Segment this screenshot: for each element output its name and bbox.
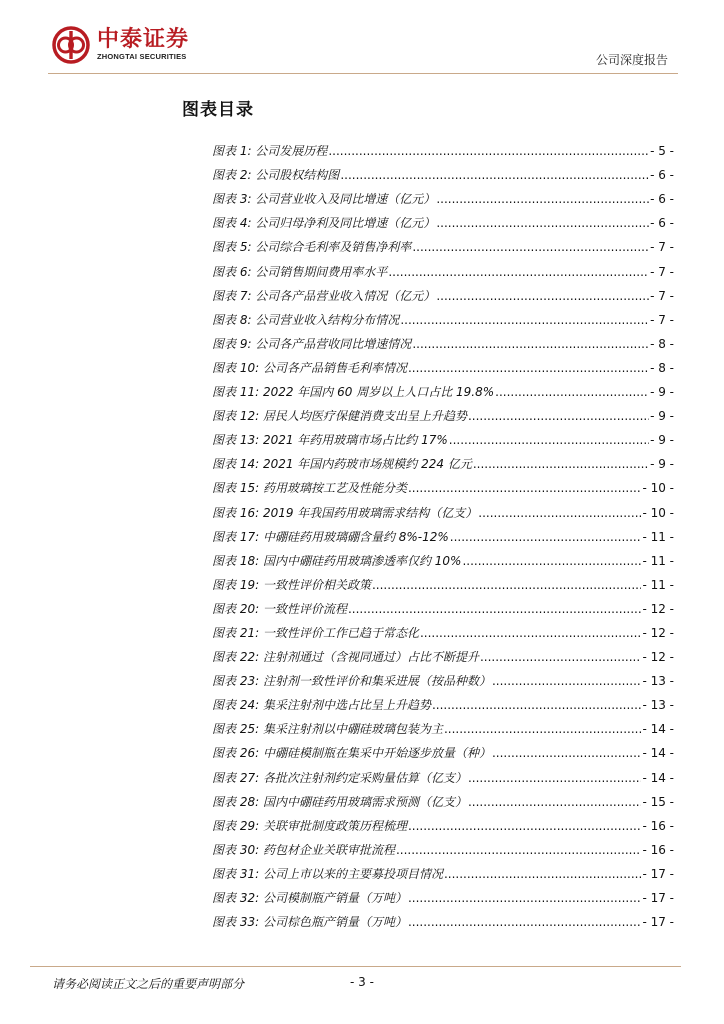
toc-entry-page: - 17 - bbox=[642, 915, 674, 930]
page-number: - 3 - bbox=[350, 975, 374, 989]
toc-dot-leader bbox=[396, 843, 641, 857]
toc-entry-label: 图表 7: 公司各产品营业收入情况（亿元） bbox=[212, 288, 436, 303]
footer-disclaimer: 请务必阅读正文之后的重要声明部分 bbox=[52, 977, 245, 991]
toc-title: 图表目录 bbox=[182, 100, 254, 120]
toc-entry-label: 图表 5: 公司综合毛利率及销售净利率 bbox=[212, 240, 412, 255]
toc-entry-label: 图表 20: 一致性评价流程 bbox=[212, 601, 347, 616]
toc-entry[interactable] bbox=[212, 760, 674, 784]
toc-entry[interactable] bbox=[212, 809, 674, 833]
toc-entry-label: 图表 23: 注射剂一致性评价和集采进展（按品种数） bbox=[212, 674, 491, 689]
toc-entry-label: 图表 12: 居民人均医疗保健消费支出呈上升趋势 bbox=[212, 409, 467, 424]
toc-entry[interactable] bbox=[212, 230, 674, 254]
toc-dot-leader bbox=[444, 722, 641, 736]
toc-entry-page: - 8 - bbox=[650, 336, 674, 351]
toc-entry-page: - 11 - bbox=[642, 529, 674, 544]
toc-entry-page: - 14 - bbox=[642, 722, 674, 737]
toc-entry[interactable] bbox=[212, 712, 674, 736]
toc-entry-page: - 5 - bbox=[650, 144, 674, 159]
toc-dot-leader bbox=[412, 337, 649, 351]
toc-entry[interactable] bbox=[212, 351, 674, 375]
toc-entry-label: 图表 8: 公司营业收入结构分布情况 bbox=[212, 312, 400, 327]
toc-entry[interactable] bbox=[212, 279, 674, 303]
toc-entry[interactable] bbox=[212, 495, 674, 519]
toc-entry[interactable] bbox=[212, 881, 674, 905]
toc-entry-label: 图表 22: 注射剂通过（含视同通过）占比不断提升 bbox=[212, 650, 479, 665]
toc-dot-leader bbox=[450, 530, 642, 544]
report-type-label: 公司深度报告 bbox=[595, 53, 668, 67]
toc-dot-leader bbox=[328, 144, 649, 158]
toc-entry-page: - 14 - bbox=[642, 770, 674, 785]
toc-entry[interactable] bbox=[212, 568, 674, 592]
toc-entry-label: 图表 14: 2021 年国内药玻市场规模约 224 亿元 bbox=[212, 457, 472, 472]
toc-entry-page: - 8 - bbox=[650, 360, 674, 375]
toc-entry[interactable] bbox=[212, 736, 674, 760]
toc-dot-leader bbox=[412, 240, 649, 254]
logo-chinese-name: 中泰证券 bbox=[97, 27, 190, 52]
toc-entry-page: - 9 - bbox=[650, 409, 674, 424]
toc-entry-page: - 6 - bbox=[650, 168, 674, 183]
toc-entry[interactable] bbox=[212, 158, 674, 182]
toc-dot-leader bbox=[408, 891, 641, 905]
header-divider bbox=[48, 73, 678, 74]
toc-entry[interactable] bbox=[212, 640, 674, 664]
toc-entry-page: - 6 - bbox=[650, 216, 674, 231]
toc-entry[interactable] bbox=[212, 254, 674, 278]
toc-entry-page: - 7 - bbox=[650, 240, 674, 255]
toc-entry-label: 图表 29: 关联审批制度政策历程梳理 bbox=[212, 818, 407, 833]
toc-entry-label: 图表 1: 公司发展历程 bbox=[212, 144, 328, 159]
toc-entry[interactable] bbox=[212, 544, 674, 568]
toc-dot-leader bbox=[444, 867, 641, 881]
toc-entry[interactable] bbox=[212, 447, 674, 471]
toc-entry-page: - 15 - bbox=[642, 794, 674, 809]
toc-dot-leader bbox=[468, 771, 641, 785]
toc-entry-label: 图表 33: 公司棕色瓶产销量（万吨） bbox=[212, 915, 407, 930]
toc-entry[interactable] bbox=[212, 688, 674, 712]
toc-entry-label: 图表 17: 中硼硅药用玻璃硼含量约 8%-12% bbox=[212, 529, 449, 544]
toc-entry[interactable] bbox=[212, 592, 674, 616]
toc-entry-page: - 9 - bbox=[650, 385, 674, 400]
toc-entry-page: - 7 - bbox=[650, 312, 674, 327]
toc-entry-page: - 11 - bbox=[642, 577, 674, 592]
zhongtai-logo-icon bbox=[52, 26, 90, 64]
toc-entry-label: 图表 21: 一致性评价工作已趋于常态化 bbox=[212, 625, 419, 640]
toc-entry[interactable] bbox=[212, 399, 674, 423]
toc-entry-label: 图表 16: 2019 年我国药用玻璃需求结构（亿支） bbox=[212, 505, 478, 520]
toc-entry[interactable] bbox=[212, 616, 674, 640]
toc-entry-page: - 10 - bbox=[642, 505, 674, 520]
toc-entry-label: 图表 10: 公司各产品销售毛利率情况 bbox=[212, 360, 407, 375]
toc-entry-page: - 6 - bbox=[650, 192, 674, 207]
toc-dot-leader bbox=[449, 433, 649, 447]
toc-dot-leader bbox=[348, 602, 641, 616]
toc-entry[interactable] bbox=[212, 134, 674, 158]
page-header bbox=[0, 0, 724, 80]
toc-entry-label: 图表 9: 公司各产品营收同比增速情况 bbox=[212, 336, 412, 351]
toc-entry-page: - 16 - bbox=[642, 818, 674, 833]
toc-entry[interactable] bbox=[212, 182, 674, 206]
toc-dot-leader bbox=[340, 168, 649, 182]
toc-entry-page: - 7 - bbox=[650, 264, 674, 279]
toc-entry-label: 图表 3: 公司营业收入及同比增速（亿元） bbox=[212, 192, 436, 207]
toc-entry-label: 图表 25: 集采注射剂以中硼硅玻璃包装为主 bbox=[212, 722, 443, 737]
toc-dot-leader bbox=[408, 361, 649, 375]
toc-entry-label: 图表 18: 国内中硼硅药用玻璃渗透率仅约 10% bbox=[212, 553, 462, 568]
toc-dot-leader bbox=[436, 216, 649, 230]
toc-dot-leader bbox=[492, 674, 641, 688]
toc-entry[interactable] bbox=[212, 327, 674, 351]
toc-entry-label: 图表 15: 药用玻璃按工艺及性能分类 bbox=[212, 481, 407, 496]
toc-dot-leader bbox=[468, 409, 649, 423]
logo-english-name: ZHONGTAI SECURITIES bbox=[97, 52, 187, 61]
toc-entry-page: - 10 - bbox=[642, 481, 674, 496]
toc-entry-label: 图表 4: 公司归母净利及同比增速（亿元） bbox=[212, 216, 436, 231]
toc-entry-page: - 13 - bbox=[642, 674, 674, 689]
toc-dot-leader bbox=[480, 650, 641, 664]
toc-dot-leader bbox=[432, 698, 641, 712]
toc-dot-leader bbox=[462, 554, 641, 568]
toc-entry-page: - 16 - bbox=[642, 842, 674, 857]
table-of-figures bbox=[212, 134, 674, 929]
toc-dot-leader bbox=[420, 626, 641, 640]
toc-entry-label: 图表 26: 中硼硅模制瓶在集采中开始逐步放量（种） bbox=[212, 746, 491, 761]
toc-entry[interactable] bbox=[212, 471, 674, 495]
toc-dot-leader bbox=[372, 578, 641, 592]
toc-dot-leader bbox=[388, 265, 649, 279]
toc-entry[interactable] bbox=[212, 303, 674, 327]
toc-entry-page: - 12 - bbox=[642, 625, 674, 640]
toc-entry-label: 图表 28: 国内中硼硅药用玻璃需求预测（亿支） bbox=[212, 794, 467, 809]
toc-dot-leader bbox=[436, 289, 649, 303]
toc-dot-leader bbox=[436, 192, 649, 206]
toc-entry-page: - 7 - bbox=[650, 288, 674, 303]
toc-entry[interactable] bbox=[212, 664, 674, 688]
footer-divider bbox=[30, 966, 681, 967]
toc-entry[interactable] bbox=[212, 423, 674, 447]
toc-dot-leader bbox=[492, 746, 641, 760]
toc-dot-leader bbox=[408, 915, 641, 929]
toc-entry[interactable] bbox=[212, 206, 674, 230]
toc-entry[interactable] bbox=[212, 905, 674, 929]
toc-entry-label: 图表 24: 集采注射剂中选占比呈上升趋势 bbox=[212, 698, 431, 713]
toc-dot-leader bbox=[495, 385, 649, 399]
toc-entry[interactable] bbox=[212, 375, 674, 399]
toc-entry-page: - 13 - bbox=[642, 698, 674, 713]
toc-entry-page: - 17 - bbox=[642, 866, 674, 881]
toc-dot-leader bbox=[468, 795, 641, 809]
toc-dot-leader bbox=[408, 819, 641, 833]
toc-entry-label: 图表 11: 2022 年国内 60 周岁以上人口占比 19.8% bbox=[212, 385, 495, 400]
toc-entry[interactable] bbox=[212, 785, 674, 809]
toc-entry-page: - 12 - bbox=[642, 650, 674, 665]
toc-entry-label: 图表 19: 一致性评价相关政策 bbox=[212, 577, 371, 592]
toc-entry-label: 图表 13: 2021 年药用玻璃市场占比约 17% bbox=[212, 433, 448, 448]
toc-dot-leader bbox=[478, 506, 641, 520]
toc-entry-page: - 17 - bbox=[642, 891, 674, 905]
company-logo bbox=[52, 26, 189, 64]
toc-entry[interactable] bbox=[212, 520, 674, 544]
toc-entry-page: - 12 - bbox=[642, 601, 674, 616]
toc-entry[interactable] bbox=[212, 833, 674, 857]
toc-entry-label: 图表 31: 公司上市以来的主要募投项目情况 bbox=[212, 866, 443, 881]
toc-entry-page: - 14 - bbox=[642, 746, 674, 761]
toc-dot-leader bbox=[400, 313, 649, 327]
toc-entry-label: 图表 27: 各批次注射剂约定采购量估算（亿支） bbox=[212, 770, 467, 785]
toc-dot-leader bbox=[408, 481, 641, 495]
toc-entry-page: - 11 - bbox=[642, 553, 674, 568]
toc-entry-page: - 9 - bbox=[650, 457, 674, 472]
toc-entry-label: 图表 6: 公司销售期间费用率水平 bbox=[212, 264, 388, 279]
toc-entry-page: - 9 - bbox=[650, 433, 674, 448]
toc-entry-label: 图表 32: 公司模制瓶产销量（万吨） bbox=[212, 891, 407, 905]
toc-entry[interactable] bbox=[212, 857, 674, 881]
toc-entry-label: 图表 30: 药包材企业关联审批流程 bbox=[212, 842, 395, 857]
toc-entry-label: 图表 2: 公司股权结构图 bbox=[212, 168, 340, 183]
toc-dot-leader bbox=[473, 457, 649, 471]
